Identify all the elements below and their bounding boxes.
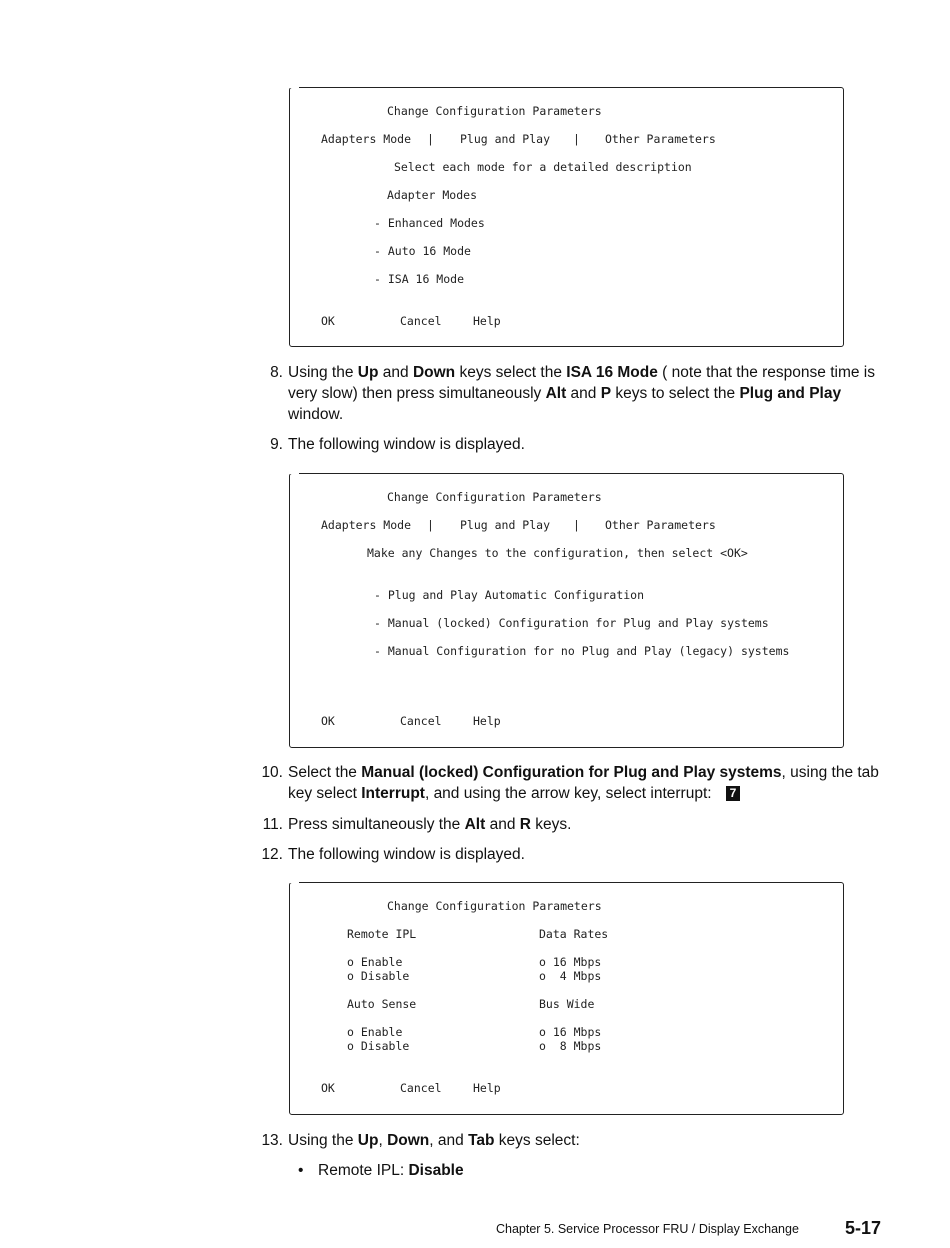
step-number: 10. bbox=[261, 764, 283, 781]
remote-ipl-enable-radio[interactable]: o Enable bbox=[347, 955, 403, 969]
window-name: Plug and Play bbox=[739, 385, 842, 402]
key-name: Alt bbox=[545, 385, 567, 402]
step-12-text: The following window is displayed. bbox=[288, 846, 525, 863]
remote-ipl-label: Remote IPL bbox=[347, 927, 417, 941]
step-number: 9. bbox=[270, 436, 283, 453]
mode-option-isa16[interactable]: - ISA 16 Mode bbox=[374, 272, 465, 286]
key-name: P bbox=[600, 385, 612, 402]
tab-separator: | bbox=[573, 132, 580, 146]
bus-wide-label: Bus Wide bbox=[539, 997, 595, 1011]
step-9-text: The following window is displayed. bbox=[288, 436, 525, 453]
key-name: Down bbox=[387, 1132, 430, 1149]
step-10-text bbox=[288, 762, 883, 804]
text: keys. bbox=[530, 816, 572, 833]
key-name: R bbox=[519, 816, 531, 833]
cancel-button[interactable]: Cancel bbox=[400, 714, 442, 728]
help-button[interactable]: Help bbox=[473, 1081, 501, 1095]
ok-button[interactable]: OK bbox=[321, 314, 335, 328]
key-name: Up bbox=[357, 364, 379, 381]
text: window. bbox=[288, 406, 344, 423]
cancel-button[interactable]: Cancel bbox=[400, 1081, 442, 1095]
ok-button[interactable]: OK bbox=[321, 1081, 335, 1095]
option-name: Manual (locked) Configuration for Plug and Play systems bbox=[361, 764, 782, 781]
tab-separator: | bbox=[573, 518, 580, 532]
help-button[interactable]: Help bbox=[473, 314, 501, 328]
text: , using the tab key select bbox=[288, 764, 879, 802]
pnp-option-manual-locked[interactable]: - Manual (locked) Configuration for Plug and Play systems bbox=[374, 616, 769, 630]
key-name: Alt bbox=[464, 816, 486, 833]
text: keys select: bbox=[494, 1132, 580, 1149]
data-rate-4-radio[interactable]: o 4 Mbps bbox=[539, 969, 602, 983]
step-8-text bbox=[288, 362, 883, 425]
tab-separator: | bbox=[427, 132, 434, 146]
config-window-adapter-modes bbox=[289, 87, 844, 347]
key-name: Up bbox=[357, 1132, 379, 1149]
text: keys select the bbox=[455, 364, 567, 381]
text: Remote IPL: bbox=[318, 1162, 409, 1179]
setting-value: Disable bbox=[408, 1162, 464, 1179]
tab-other-parameters[interactable]: Other Parameters bbox=[605, 132, 716, 146]
bus-wide-8-radio[interactable]: o 8 Mbps bbox=[539, 1039, 602, 1053]
step-11-text bbox=[288, 814, 883, 835]
config-window-plug-and-play bbox=[289, 473, 844, 748]
section-heading: Adapter Modes bbox=[387, 188, 478, 202]
tab-adapters-mode[interactable]: Adapters Mode bbox=[321, 518, 412, 532]
key-name: Down bbox=[412, 364, 456, 381]
text: , and using the arrow key, select interrupt: bbox=[424, 785, 712, 802]
remote-ipl-disable-radio[interactable]: o Disable bbox=[347, 969, 410, 983]
step-13-text bbox=[288, 1130, 883, 1151]
step-number: 11. bbox=[262, 816, 283, 833]
auto-sense-label: Auto Sense bbox=[347, 997, 417, 1011]
key-name: Tab bbox=[468, 1132, 495, 1149]
mode-option-enhanced[interactable]: - Enhanced Modes bbox=[374, 216, 485, 230]
text: , bbox=[378, 1132, 388, 1149]
auto-sense-enable-radio[interactable]: o Enable bbox=[347, 1025, 403, 1039]
auto-sense-disable-radio[interactable]: o Disable bbox=[347, 1039, 410, 1053]
window-title: Change Configuration Parameters bbox=[387, 490, 602, 504]
page-number: 5-17 bbox=[845, 1218, 882, 1238]
step-number: 8. bbox=[270, 364, 283, 381]
step-number: 12. bbox=[261, 846, 283, 863]
text: and bbox=[566, 385, 601, 402]
text: , and bbox=[429, 1132, 469, 1149]
pnp-option-manual-legacy[interactable]: - Manual Configuration for no Plug and Play (legacy) systems bbox=[374, 644, 790, 658]
cancel-button[interactable]: Cancel bbox=[400, 314, 442, 328]
mode-name: ISA 16 Mode bbox=[566, 364, 658, 381]
tab-adapters-mode[interactable]: Adapters Mode bbox=[321, 132, 412, 146]
mode-option-auto16[interactable]: - Auto 16 Mode bbox=[374, 244, 471, 258]
text: keys to select the bbox=[611, 385, 740, 402]
pnp-option-automatic[interactable]: - Plug and Play Automatic Configuration bbox=[374, 588, 645, 602]
bus-wide-16-radio[interactable]: o 16 Mbps bbox=[539, 1025, 602, 1039]
help-button[interactable]: Help bbox=[473, 714, 501, 728]
ok-button[interactable]: OK bbox=[321, 714, 335, 728]
window-title: Change Configuration Parameters bbox=[387, 104, 602, 118]
text: and bbox=[378, 364, 413, 381]
config-window-other-parameters bbox=[289, 882, 844, 1115]
text: Using the bbox=[288, 364, 358, 381]
text: Using the bbox=[288, 1132, 358, 1149]
data-rates-label: Data Rates bbox=[539, 927, 609, 941]
instruction-text: Select each mode for a detailed description bbox=[394, 160, 692, 174]
text: Press simultaneously the bbox=[288, 816, 465, 833]
text: Select the bbox=[288, 764, 362, 781]
tab-plug-and-play[interactable]: Plug and Play bbox=[460, 518, 551, 532]
text: ( note that the response time is very slow) then press simultaneously bbox=[288, 364, 875, 402]
instruction-text: Make any Changes to the configuration, then select <OK> bbox=[367, 546, 748, 560]
bullet-icon: • bbox=[298, 1162, 304, 1179]
tab-plug-and-play[interactable]: Plug and Play bbox=[460, 132, 551, 146]
tab-separator: | bbox=[427, 518, 434, 532]
field-name: Interrupt bbox=[361, 785, 425, 802]
reference-badge: 7 bbox=[726, 786, 741, 801]
text: and bbox=[485, 816, 520, 833]
bullet-item bbox=[318, 1160, 464, 1181]
window-title: Change Configuration Parameters bbox=[387, 899, 602, 913]
step-number: 13. bbox=[261, 1132, 283, 1149]
data-rate-16-radio[interactable]: o 16 Mbps bbox=[539, 955, 602, 969]
tab-other-parameters[interactable]: Other Parameters bbox=[605, 518, 716, 532]
chapter-footer: Chapter 5. Service Processor FRU / Display Exchange bbox=[496, 1222, 799, 1236]
